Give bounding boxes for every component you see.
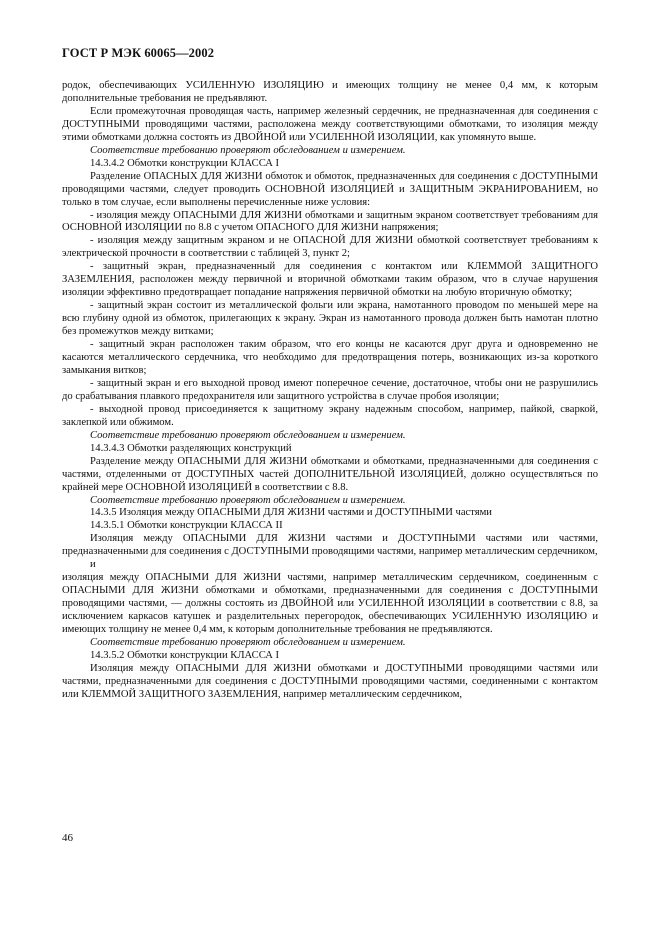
section-heading: 14.3.4.2 Обмотки конструкции КЛАССА I bbox=[90, 157, 280, 169]
compliance-note: Соответствие требованию проверяют обследованием и измерением. bbox=[90, 494, 406, 506]
paragraph: изоляция между ОПАСНЫМИ ДЛЯ ЖИЗНИ частями, например металлическим сердечником, соединенным с ОПАСНЫМИ ДЛЯ ЖИЗНИ обмотками и обмотками, предназначенными для соединения с ДОСТУПНЫМИ проводящими частями, — должны состоять из ДВОЙНОЙ или УСИЛЕННОЙ ИЗОЛЯЦИИ в соответствии с 8.8, за исключением каркасов катушек и разделительных перегородок, обеспечивающих УСИЛЕННУЮ ИЗОЛЯЦИЮ и имеющих толщину не менее 0,4 мм, к которым дополнительные требования не предъявляются. bbox=[62, 572, 598, 636]
list-item: - изоляция между ОПАСНЫМИ ДЛЯ ЖИЗНИ обмотками и защитным экраном соответствует требованиям для ОСНОВНОЙ ИЗОЛЯЦИИ по 8.8 с учетом ОПАСНОГО ДЛЯ ЖИЗНИ напряжения; bbox=[62, 209, 598, 234]
paragraph: Разделение между ОПАСНЫМИ ДЛЯ ЖИЗНИ обмотками и обмотками, предназначенными для соединения с частями, отделенными от ДОСТУПНЫХ частей ДОПОЛНИТЕЛЬНОЙ ИЗОЛЯЦИЕЙ, должно осуществляться по крайней мере ОСНОВНОЙ ИЗОЛЯЦИЕЙ в соответствии с 8.8. bbox=[62, 455, 598, 493]
section-heading: 14.3.5.2 Обмотки конструкции КЛАССА I bbox=[90, 649, 280, 661]
paragraph-continuation: родок, обеспечивающих УСИЛЕННУЮ ИЗОЛЯЦИЮ и имеющих толщину не менее 0,4 мм, к которым дополнительные требования не предъявляют. bbox=[62, 80, 598, 104]
section-heading: 14.3.4.3 Обмотки разделяющих конструкций bbox=[90, 442, 292, 454]
paragraph: Изоляция между ОПАСНЫМИ ДЛЯ ЖИЗНИ обмотками и ДОСТУПНЫМИ проводящими частями или частями, предназначенными для соединения с ДОСТУПНЫМИ проводящими частями, соединенными с контактом или КЛЕММОЙ ЗАЩИТНОГО ЗАЗЕМЛЕНИЯ, например металлическим сердечником, bbox=[62, 662, 598, 700]
section-heading: 14.3.5.1 Обмотки конструкции КЛАССА II bbox=[90, 520, 283, 532]
page-number: 46 bbox=[62, 832, 73, 844]
list-item: - защитный экран и его выходной провод имеют поперечное сечение, достаточное, чтобы они не разрушились до срабатывания плавкого предохранителя или защитного устройства в случае пробоя изоляции; bbox=[62, 377, 598, 402]
compliance-note: Соответствие требованию проверяют обследованием и измерением. bbox=[90, 636, 406, 648]
conjunction: и bbox=[90, 559, 96, 571]
paragraph: Разделение ОПАСНЫХ ДЛЯ ЖИЗНИ обмоток и обмоток, предназначенных для соединения с ДОСТУПНЫМИ проводящими частями, следует проводить ОСНОВНОЙ ИЗОЛЯЦИЕЙ и ЗАЩИТНЫМ ЭКРАНИРОВАНИЕМ, но только в том случае, если выполнены перечисленные ниже условия: bbox=[62, 170, 598, 208]
document-body bbox=[62, 80, 598, 702]
list-item: - защитный экран расположен таким образом, что его концы не касаются друг друга и одновременно не касаются металлического сердечника, что необходимо для предотвращения потерь, возникающих из-за короткого замыкания витков; bbox=[62, 339, 598, 376]
compliance-note: Соответствие требованию проверяют обследованием и измерением. bbox=[90, 144, 406, 156]
list-item: - выходной провод присоединяется к защитному экрану надежным способом, например, пайкой, сваркой, заклепкой или обжимом. bbox=[62, 403, 598, 428]
document-header: ГОСТ Р МЭК 60065—2002 bbox=[62, 46, 215, 60]
paragraph: Если промежуточная проводящая часть, например железный сердечник, не предназначенная для соединения с ДОСТУПНЫМИ проводящими частями, расположена между соответствующими обмотками, то изоляция между этими обмотками должна состоять из ДВОЙНОЙ или УСИЛЕННОЙ ИЗОЛЯЦИИ, как упомянуто выше. bbox=[62, 105, 598, 143]
paragraph: Изоляция между ОПАСНЫМИ ДЛЯ ЖИЗНИ частями и ДОСТУПНЫМИ частями или частями, предназначенными для соединения с ДОСТУПНЫМИ проводящими частями, например металлическим сердечником, bbox=[62, 533, 598, 558]
section-heading: 14.3.5 Изоляция между ОПАСНЫМИ ДЛЯ ЖИЗНИ частями и ДОСТУПНЫМИ частями bbox=[90, 507, 492, 519]
list-item: - изоляция между защитным экраном и не ОПАСНОЙ ДЛЯ ЖИЗНИ обмоткой соответствует требованиям к электрической прочности в соответствии с таблицей 3, пункт 2; bbox=[62, 235, 598, 260]
list-item: - защитный экран, предназначенный для соединения с контактом или КЛЕММОЙ ЗАЩИТНОГО ЗАЗЕМЛЕНИЯ, расположен между первичной и вторичной обмотками таким образом, что в случае нарушения изоляции эффективно предотвращает попадание напряжения первичной обмотки на любую вторичную обмотку; bbox=[62, 261, 598, 299]
list-item: - защитный экран состоит из металлической фольги или экрана, намотанного проводом по меньшей мере на всю глубину одной из обмоток, прилегающих к экрану. Экран из намотанного провода должен быть намотан плотно без промежутков между витками; bbox=[62, 300, 598, 338]
compliance-note: Соответствие требованию проверяют обследованием и измерением. bbox=[90, 429, 406, 441]
